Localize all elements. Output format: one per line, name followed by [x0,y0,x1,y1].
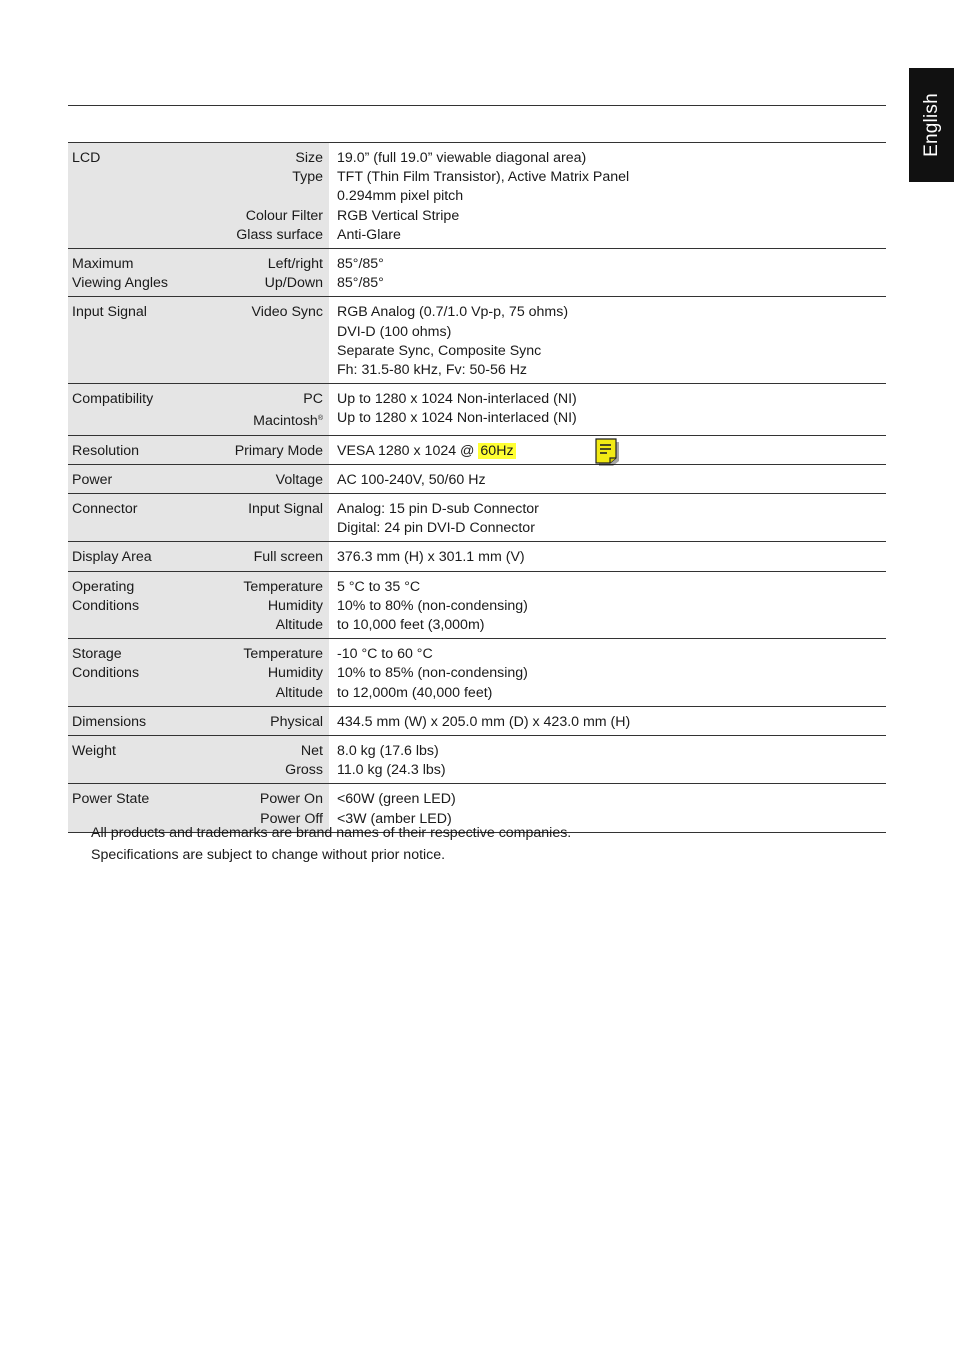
spec-value-line [337,684,886,703]
spec-value-text: 19.0” (full 19.0” viewable diagonal area) [337,150,587,166]
spec-subcategory-line [222,742,323,761]
spec-category-text: Compatibility [72,391,154,408]
spec-row [68,706,886,735]
spec-subcategory-text: Physical [270,713,323,730]
spec-category-text: Conditions [72,597,140,614]
spec-value-line [337,548,886,567]
spec-subcategory-line [222,442,323,461]
spec-row [68,143,886,249]
spec-value-line [337,323,886,342]
spec-row [68,542,886,571]
spec-value [329,706,886,735]
spec-category-text: Operating [72,578,135,595]
spec-value-text: Anti-Glare [337,226,401,243]
spec-category [68,143,222,249]
spec-value-line [337,578,886,597]
spec-subcategory-text: Gross [285,762,323,779]
spec-category [68,542,222,571]
spec-category [68,736,222,784]
spec-subcategory-text: Temperature [243,646,323,663]
spec-value-text: 8.0 kg (17.6 lbs) [337,743,439,760]
spec-subcategory-text: Macintosh [253,413,318,430]
spec-subcategory-text: Type [292,169,323,186]
spec-value-text: Up to 1280 x 1024 Non-interlaced (NI) [337,410,577,427]
spec-value [329,494,886,542]
spec-subcategory-text: Humidity [267,597,323,614]
spec-subcategory-text: Colour Filter [245,207,323,224]
spec-category-text: Conditions [72,665,140,682]
spec-subcategory-line [222,500,323,519]
spec-value-text: 10% to 80% (non-condensing) [337,597,528,614]
spec-category-text: Viewing Angles [72,275,168,292]
footnote-change-notice: Specifications are subject to change without prior notice. [91,847,446,863]
spec-subcategory-line [222,409,323,431]
spec-value-line [337,645,886,664]
spec-value-line [337,149,886,168]
spec-subcategory [222,143,329,249]
spec-value-line [337,342,886,361]
spec-category [68,249,222,297]
spec-category-text: LCD [72,150,101,166]
spec-row [68,435,886,464]
spec-category [68,639,222,707]
spec-value-text: Fh: 31.5-80 kHz, Fv: 50-56 Hz [337,362,528,379]
spec-subcategory-text: Altitude [275,684,323,701]
language-tab-label: English [920,93,942,157]
spec-category-text: Input Signal [72,304,147,321]
spec-value-text: 85°/85° [337,256,384,273]
spec-value-text: TFT (Thin Film Transistor), Active Matrix Panel [337,169,630,186]
spec-subcategory-line [222,790,323,809]
footnotes [91,822,571,866]
spec-value-line [337,187,886,206]
spec-value-text: VESA 1280 x 1024 @ [337,442,475,459]
registered-mark: ® [317,415,323,423]
spec-subcategory-text: Power Off [260,810,323,827]
highlighted-refresh-rate[interactable]: 60Hz [480,442,514,459]
spec-category [68,494,222,542]
spec-value-text: to 12,000m (40,000 feet) [337,684,493,701]
spec-value-text: 5 °C to 35 °C [337,578,421,595]
spec-value-text: 434.5 mm (W) x 205.0 mm (D) x 423.0 mm (H) [337,713,631,730]
spec-value-line [337,597,886,616]
spec-subcategory-line [222,645,323,664]
spec-subcategory-text: Humidity [267,665,323,682]
spec-subcategory-line [222,471,323,490]
spec-value-line [337,390,886,409]
spec-subcategory [222,435,329,464]
spec-subcategory [222,384,329,435]
spec-value [329,736,886,784]
spec-subcategory-line [222,207,323,226]
spec-category [68,464,222,493]
spec-value-line [337,303,886,322]
language-tab [909,68,954,182]
spec-value-line [337,519,886,538]
spec-subcategory-text: Video Sync [251,304,323,321]
sticky-note-icon[interactable] [594,438,620,466]
spec-subcategory-line [222,390,323,409]
spec-value-line [337,255,886,274]
spec-row [68,639,886,707]
spec-value-line [337,500,886,519]
spec-value-line [337,713,886,732]
spec-value-line [337,761,886,780]
spec-value [329,542,886,571]
spec-subcategory-line [222,761,323,780]
spec-value-line [337,168,886,187]
spec-row [68,571,886,639]
spec-value-text: 0.294mm pixel pitch [337,188,464,205]
spec-value [329,464,886,493]
spec-subcategory-line [222,684,323,703]
spec-subcategory-line [222,616,323,635]
spec-value-text: RGB Analog (0.7/1.0 Vp-p, 75 ohms) [337,304,569,321]
spec-value-text: AC 100-240V, 50/60 Hz [337,471,486,488]
spec-category [68,706,222,735]
spec-category-text: Power [72,471,113,488]
spec-value-line [337,409,886,428]
spec-subcategory [222,639,329,707]
spec-value-line [337,790,886,809]
spec-subcategory-text: Altitude [275,617,323,634]
spec-value-text: Digital: 24 pin DVI-D Connector [337,520,535,537]
spec-row [68,297,886,384]
spec-row [68,736,886,784]
spec-value-line [337,226,886,245]
spec-subcategory-text: Net [300,743,323,760]
spec-value-line [337,742,886,761]
header-rule [68,105,886,106]
spec-subcategory-line [222,149,323,168]
spec-category [68,384,222,435]
spec-subcategory-text: Up/Down [264,275,323,292]
spec-value [329,571,886,639]
spec-value [329,639,886,707]
spec-value-text: 85°/85° [337,275,384,292]
spec-value-text: Analog: 15 pin D-sub Connector [337,501,539,518]
footnote-trademarks: All products and trademarks are brand names of their respective companies. [91,825,572,841]
spec-value-line [337,361,886,380]
spec-subcategory [222,542,329,571]
spec-subcategory [222,571,329,639]
spec-category [68,571,222,639]
spec-category-text: Display Area [72,549,152,566]
spec-subcategory-line [222,274,323,293]
spec-value-line [337,664,886,683]
spec-subcategory-line [222,303,323,322]
spec-subcategory [222,249,329,297]
spec-subcategory-text: Size [295,150,323,166]
spec-row [68,384,886,435]
spec-value-text: Up to 1280 x 1024 Non-interlaced (NI) [337,391,577,408]
spec-subcategory-line [222,664,323,683]
spec-category-text: Weight [72,743,116,760]
spec-value-line [337,471,886,490]
spec-row [68,464,886,493]
spec-subcategory-line [222,713,323,732]
spec-value [329,249,886,297]
spec-value-text: DVI-D (100 ohms) [337,323,452,340]
spec-category [68,297,222,384]
spec-subcategory [222,706,329,735]
spec-subcategory [222,736,329,784]
spec-value-text: 11.0 kg (24.3 lbs) [337,762,446,779]
spec-subcategory-text: Input Signal [248,501,323,518]
spec-value-line [337,274,886,293]
spec-category-text: Connector [72,501,138,518]
spec-subcategory-text: Full screen [253,549,323,566]
spec-row [68,249,886,297]
spec-subcategory [222,464,329,493]
spec-subcategory [222,297,329,384]
spec-value [329,143,886,249]
spec-subcategory-line [222,168,323,187]
spec-category-text: Dimensions [72,713,147,730]
spec-value-text: <60W (green LED) [337,791,456,808]
spec-subcategory [222,494,329,542]
spec-value-line [337,616,886,635]
spec-value [329,297,886,384]
spec-subcategory-text: Temperature [243,578,323,595]
spec-subcategory-text: Glass surface [236,226,323,243]
spec-value-text: <3W (amber LED) [337,810,452,827]
spec-value [329,384,886,435]
spec-subcategory-line [222,578,323,597]
spec-subcategory-line [222,597,323,616]
spec-value-text: 10% to 85% (non-condensing) [337,665,528,682]
spec-value-line [337,207,886,226]
spec-subcategory-line [222,255,323,274]
spec-value-text: Separate Sync, Composite Sync [337,342,542,359]
spec-value-text: to 10,000 feet (3,000m) [337,617,485,634]
spec-subcategory-text: Primary Mode [234,442,323,459]
spec-subcategory-line [222,226,323,245]
spec-value-text: 376.3 mm (H) x 301.1 mm (V) [337,549,525,566]
spec-category-text: Power State [72,791,150,808]
spec-subcategory-line [222,187,323,206]
spec-category-text: Resolution [72,442,140,459]
spec-category-text: Maximum [72,256,134,273]
spec-category-text: Storage [72,646,122,663]
spec-subcategory-text: Power On [259,791,323,808]
spec-value-text: RGB Vertical Stripe [337,207,460,224]
spec-subcategory-text: Voltage [275,471,323,488]
spec-subcategory-text: PC [303,391,323,408]
spec-value-text: -10 °C to 60 °C [337,646,433,663]
specifications-table [68,142,886,833]
spec-subcategory-line [222,548,323,567]
spec-subcategory-text: Left/right [267,256,323,273]
spec-row [68,494,886,542]
spec-value [329,435,886,464]
spec-category [68,435,222,464]
